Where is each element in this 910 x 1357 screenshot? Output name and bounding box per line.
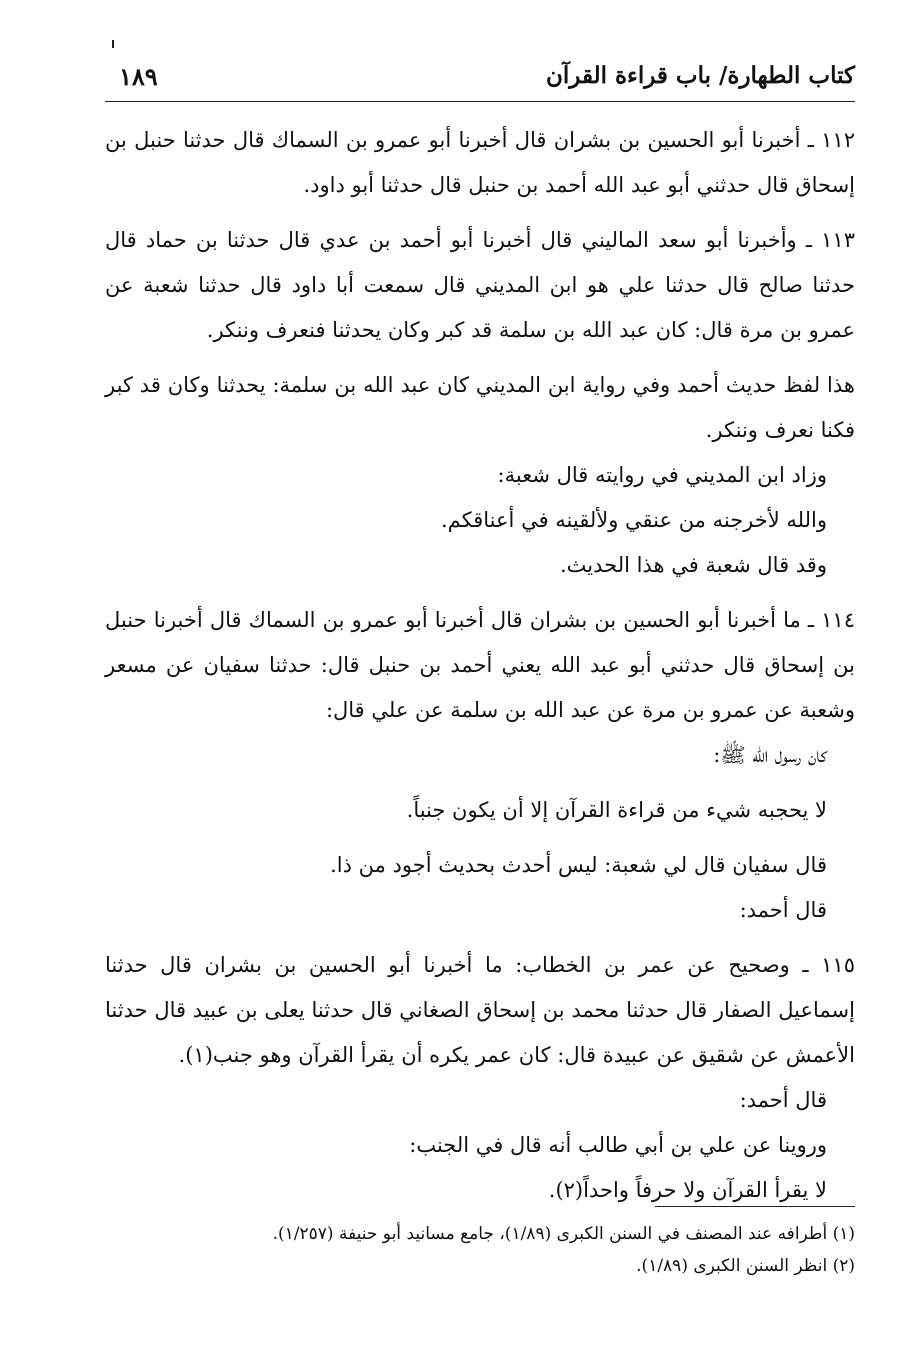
- paragraph-addition: وزاد ابن المديني في روايته قال شعبة:: [497, 463, 827, 487]
- page-number: ١٨٩: [119, 62, 158, 91]
- paragraph-ahmad-2: قال أحمد:: [739, 1088, 827, 1112]
- paragraph-shuba: وقد قال شعبة في هذا الحديث.: [559, 553, 827, 577]
- paragraph-114: ١١٤ ـ ما أخبرنا أبو الحسين بن بشران قال أخبرنا أبو عمرو بن السماك قال أخبرنا حنبل بن إسحاق قال حدثني أبو عبد الله يعني أحمد بن حنبل قال: حدثنا سفيان عن مسعر وشعبة عن عمرو بن مرة عن عبد الله بن سلمة عن علي قال:: [105, 608, 856, 722]
- paragraph-115: ١١٥ ـ وصحيح عن عمر بن الخطاب: ما أخبرنا أبو الحسين بن بشران قال حدثنا إسماعيل الصفار قال حدثنا محمد بن إسحاق الصغاني قال حدثنا يعلى بن عبيد قال حدثنا الأعمش عن شقيق عن عبيدة قال: كان عمر يكره أن يقرأ القرآن وهو جنب(١).: [105, 953, 855, 1067]
- footnote-rule: [655, 1206, 855, 1207]
- footnote-1: (١) أطرافه عند المصنف في السنن الكبرى (١/٨٩)، جامع مسانيد أبو حنيفة (١/٢٥٧).: [272, 1224, 855, 1244]
- paragraph-note: هذا لفظ حديث أحمد وفي رواية ابن المديني كان عبد الله بن سلمة: يحدثنا وكان قد كبر فكنا نعرف وننكر.: [105, 373, 855, 442]
- paragraph-ali: وروينا عن علي بن أبي طالب أنه قال في الجنب:: [409, 1133, 827, 1157]
- paragraph-sufyan: قال سفيان قال لي شعبة: ليس أحدث بحديث أجود من ذا.: [330, 853, 827, 877]
- header-rule: [105, 101, 855, 102]
- paragraph-oath: والله لأخرجنه من عنقي ولألقينه في أعناقكم.: [441, 508, 827, 532]
- paragraph-113: ١١٣ ـ وأخبرنا أبو سعد الماليني قال أخبرنا أبو أحمد بن عدي قال حدثنا بن حماد قال حدثنا صالح قال حدثنا علي هو ابن المديني قال سمعت أبا داود قال حدثنا شعبة عن عمرو بن مرة قال: كان عبد الله بن سلمة قد كبر وكان يحدثنا فنعرف وننكر.: [105, 228, 855, 342]
- paragraph-hadith: لا يحجبه شيء من قراءة القرآن إلا أن يكون جنباً.: [406, 798, 827, 822]
- header-title: كتاب الطهارة/ باب قراءة القرآن: [545, 62, 855, 89]
- margin-mark: [112, 40, 114, 48]
- paragraph-ahmad-1: قال أحمد:: [739, 898, 827, 922]
- paragraph-112: ١١٢ ـ أخبرنا أبو الحسين بن بشران قال أخبرنا أبو عمرو بن السماك قال حدثنا حنبل بن إسحاق قال حدثني أبو عبد الله أحمد بن حنبل قال حدثنا أبو داود.: [105, 128, 855, 197]
- page-header: [105, 58, 855, 102]
- paragraph-junub: لا يقرأ القرآن ولا حرفاً واحداً(٢).: [548, 1178, 827, 1202]
- footnote-2: (٢) انظر السنن الكبرى (١/٨٩).: [636, 1256, 855, 1276]
- main-text: [105, 118, 855, 1213]
- footnotes: [105, 1218, 855, 1282]
- paragraph-prophet: كان رسول الله ﷺ:: [713, 743, 827, 767]
